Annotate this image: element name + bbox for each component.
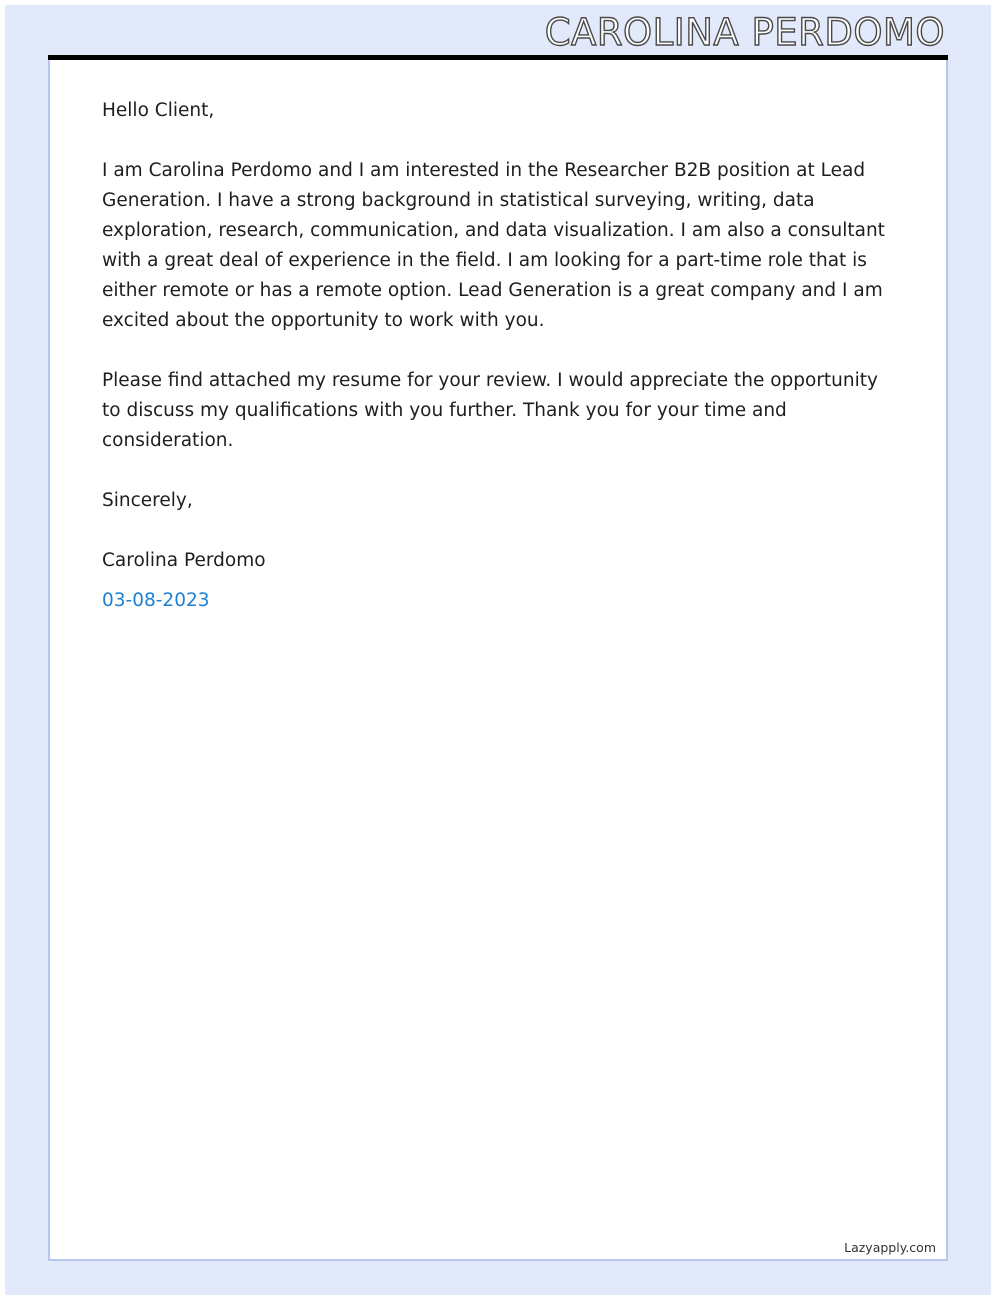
letter-sheet (48, 60, 948, 1261)
applicant-name-header: CAROLINA PERDOMO (544, 11, 945, 54)
letter-greeting: Hello Client, (102, 100, 215, 121)
letter-paragraph-closing: Please find attached my resume for your review. I would appreciate the opportunity to discuss my qualifications with you further. Thank you for your time and consideration. (102, 370, 878, 451)
letter-paragraph-intro: I am Carolina Perdomo and I am interested in the Researcher B2B position at Lead Generation. I have a strong background in statistical surveying, writing, data exploration, research, communication, and data visualization. I am also a consultant with a great deal of experience in the field. I am looking for a part-time role that is either remote or has a remote option. Lead Generation is a great company and I am excited about the opportunity to work with you. (102, 160, 885, 331)
letter-date: 03-08-2023 (102, 590, 210, 611)
letter-sign-off: Sincerely, (102, 490, 193, 511)
letter-signature: Carolina Perdomo (102, 550, 266, 571)
footer-brand-link[interactable]: Lazyapply.com (844, 1240, 936, 1255)
letter-body (102, 96, 902, 616)
